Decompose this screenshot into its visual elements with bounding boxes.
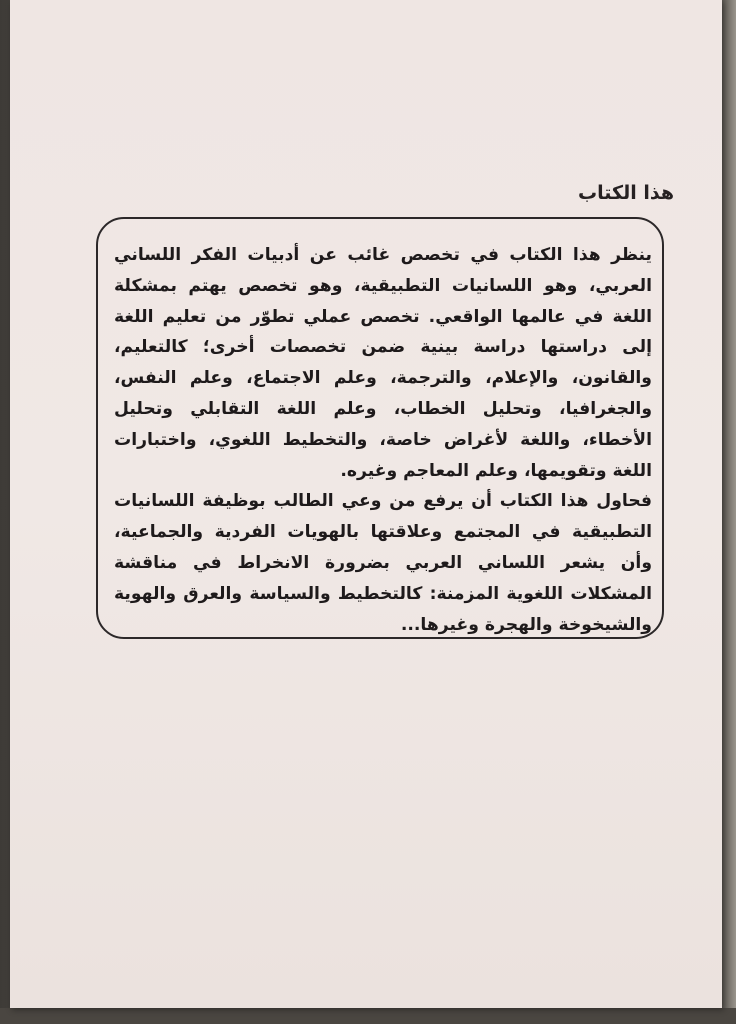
section-heading: هذا الكتاب — [578, 182, 674, 204]
blurb-paragraph-2: فحاول هذا الكتاب أن يرفع من وعي الطالب بوظيفة اللسانيات التطبيقية في المجتمع وعلاقتها بالهويات الفردية والجماعية، وأن يشعر اللساني العربي بضرورة الانخراط في مناقشة المشكلات اللغوية المزمنة: كالتخطيط والسياسة والعرق والهوية والشيخوخة والهجرة وغيرها... — [114, 491, 652, 635]
table-edge — [722, 0, 736, 1024]
table-surface — [0, 1008, 736, 1024]
blurb-paragraph-1: ينظر هذا الكتاب في تخصص غائب عن أدبيات الفكر اللساني العربي، وهو اللسانيات التطبيقية، وهو تخصص يهتم بمشكلة اللغة في عالمها الواقعي. تخصص عملي تطوّر من تعليم اللغة إلى دراستها دراسة بينية ضمن تخصصات أخرى؛ كالتعليم، والقانون، والإعلام، والترجمة، وعلم الاجتماع، وعلم النفس، والجغرافيا، وتحليل الخطاب، وعلم اللغة التقابلي وتحليل الأخطاء، واللغة لأغراض خاصة، والتخطيط اللغوي، واختبارات اللغة وتقويمها، وعلم المعاجم وغيره. — [114, 245, 652, 481]
blurb-text — [114, 240, 652, 640]
